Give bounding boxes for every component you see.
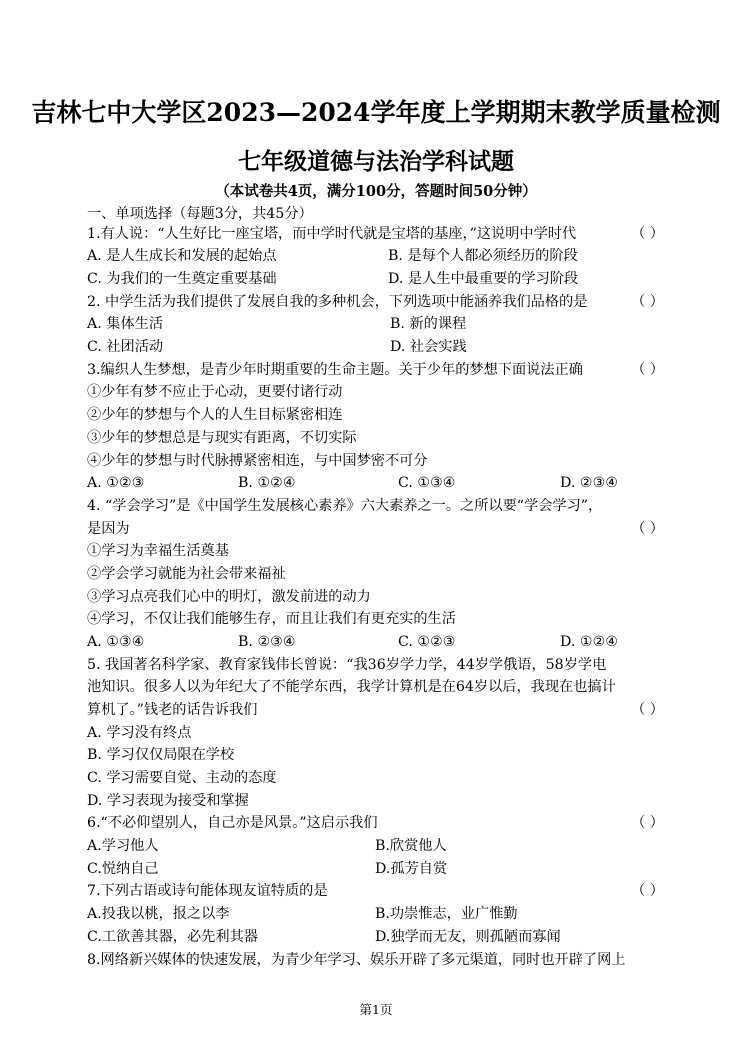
q3-statement-1: ①少年有梦不应止于心动，更要付诸行动 [87,384,343,400]
q4-statement-2: ②学会学习就能为社会带来福祉 [87,566,286,582]
q3-statement-3: ③少年的梦想总是与现实有距离，不切实际 [87,430,357,446]
q5-option-b: B. 学习仅仅局限在学校 [87,747,235,763]
q7-answer-bracket: （ ） [631,883,664,899]
q3-statement-4: ④少年的梦想与时代脉搏紧密相连，与中国梦密不可分 [87,453,428,469]
q3-stem: 3.编织人生梦想，是青少年时期重要的生命主题。关于少年的梦想下面说法正确 [87,362,583,378]
exam-subtitle: 七年级道德与法治学科试题 [238,148,514,175]
q1-option-b: B. 是每个人都必须经历的阶段 [388,248,578,264]
q4-answer-bracket: （ ） [631,521,664,537]
q1-option-a: A. 是人生成长和发展的起始点 [87,248,277,264]
q1-stem: 1.有人说：“人生好比一座宝塔，而中学时代就是宝塔的基座，”这说明中学时代 [87,226,577,242]
q6-option-d: D.孤芳自赏 [375,861,448,877]
q4-statement-4: ④学习，不仅让我们能够生存，而且让我们有更充实的生活 [87,611,456,627]
q4-option-a: A. ①③④ [87,634,145,650]
q4-option-c: C. ①②③ [398,634,456,650]
q3-option-d: D. ②③④ [560,475,619,491]
q5-stem-line-2: 池知识。很多人以为年纪大了不能学东西，我学计算机是在64岁以后，我现在也搞计 [87,679,616,695]
q1-option-c: C. 为我们的一生奠定重要基础 [87,271,277,287]
q6-option-b: B.欣赏他人 [375,838,447,854]
q4-statement-1: ①学习为幸福生活奠基 [87,543,229,559]
q6-option-c: C.悦纳自己 [87,861,159,877]
q3-option-c: C. ①③④ [398,475,456,491]
q2-stem: 2. 中学生活为我们提供了发展自我的多种机会，下列选项中能涵养我们品格的是 [87,294,588,310]
q6-option-a: A.学习他人 [87,838,159,854]
q7-option-d: D.独学而无友，则孤陋而寡闻 [375,929,561,945]
q7-option-a: A.投我以桃，报之以李 [87,906,230,922]
q6-stem: 6.“不必仰望别人，自己亦是风景。”这启示我们 [87,815,378,831]
q6-answer-bracket: （ ） [631,815,664,831]
q5-option-d: D. 学习表现为接受和掌握 [87,793,249,809]
exam-note: （本试卷共4页，满分100分，答题时间50分钟） [215,183,537,200]
q2-option-d: D. 社会实践 [390,339,467,355]
section-heading: 一、单项选择（每题3分，共45分） [87,206,313,222]
q7-option-c: C.工欲善其器，必先利其器 [87,929,258,945]
q3-option-a: A. ①②③ [87,475,145,491]
page-number: 第1页 [359,1002,393,1017]
q4-statement-3: ③学习点亮我们心中的明灯，激发前进的动力 [87,589,371,605]
q5-stem-line-1: 5. 我国著名科学家、教育家钱伟长曾说：“我36岁学力学，44岁学俄语，58岁学电 [87,657,607,673]
q7-stem: 7.下列古语或诗句能体现友谊特质的是 [87,883,328,899]
q5-stem-line-3: 算机了。”钱老的话告诉我们 [87,702,258,718]
q5-answer-bracket: （ ） [631,702,664,718]
q2-option-b: B. 新的课程 [390,316,467,332]
q2-option-c: C. 社团活动 [87,339,164,355]
q4-stem-line-2: 是因为 [87,521,130,537]
q4-stem-line-1: 4. “学会学习”是《中国学生发展核心素养》六大素养之一。之所以要“学会学习”， [87,498,603,514]
q3-statement-2: ②少年的梦想与个人的人生目标紧密相连 [87,407,343,423]
q5-option-a: A. 学习没有终点 [87,725,192,741]
q3-answer-bracket: （ ） [631,362,664,378]
exam-title: 吉林七中大学区2023—2024学年度上学期期末教学质量检测 [31,98,721,127]
q3-option-b: B. ①②④ [238,475,296,491]
q1-option-d: D. 是人生中最重要的学习阶段 [388,271,579,287]
q5-option-c: C. 学习需要自觉、主动的态度 [87,770,277,786]
q4-option-b: B. ②③④ [238,634,296,650]
q2-option-a: A. 集体生活 [87,316,164,332]
q7-option-b: B.功崇惟志，业广惟勤 [375,906,518,922]
q2-answer-bracket: （ ） [631,294,664,310]
q8-stem: 8.网络新兴媒体的快速发展，为青少年学习、娱乐开辟了多元渠道，同时也开辟了网上 [87,952,626,968]
q4-option-d: D. ①②④ [560,634,619,650]
q1-answer-bracket: （ ） [631,226,664,242]
